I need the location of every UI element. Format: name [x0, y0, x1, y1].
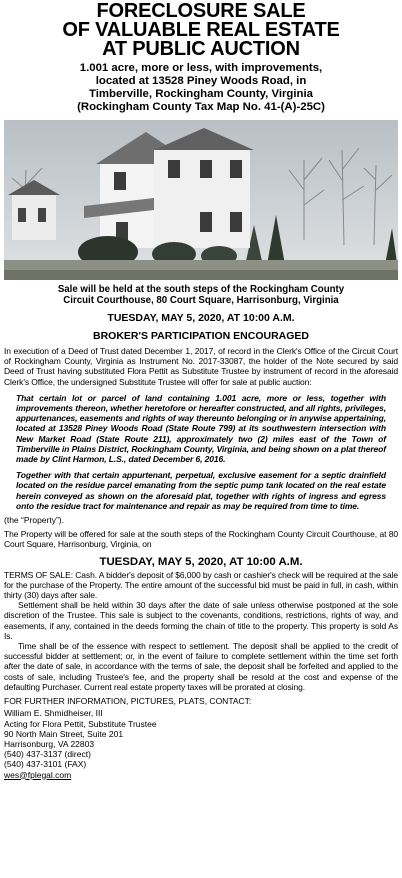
- contact-fax: (540) 437-3101 (FAX): [4, 759, 87, 770]
- sale-location: [4, 284, 398, 306]
- sale-date-repeat: TUESDAY, MAY 5, 2020, AT 10:00 A.M.: [99, 555, 303, 568]
- title-line: OF VALUABLE REAL ESTATE: [62, 19, 340, 41]
- property-description: That certain lot or parcel of land containing 1.001 acre, more or less, together with improvements thereon, whether heretofore or hereafter constructed, and all rights, privileges, appurtenances, easements and rights of way thereunto belonging or in anywise appertaining, located at 13528 Piney Woods Road (State Route 799) at its southwestern intersection with New Market Road (State Route 211), approximately two (2) miles east of the Town of Timberville in Plains District, Rockingham County, Virginia, and being shown on a plat thereof made by Clint Harmon, L.S., dated December 6, 2016.: [16, 392, 386, 465]
- contact-address-line: 90 North Main Street, Suite 201: [4, 728, 124, 739]
- time-paragraph: Time shall be of the essence with respect to settlement. The deposit shall be applied to the credit of successful bidder at settlement; or, in the event of failure to complete settlement within the time set forth after the date of sale, in accordance with the terms of sale, the deposit shall be forfeited and applied to the costs of sale, including Trustee's fee, and the property shall be resold at the cost and expense of the defaulting Purchaser. Current real estate property taxes will be prorated at closing.: [4, 641, 398, 692]
- location-line: Sale will be held at the south steps of the Rockingham County: [57, 284, 345, 295]
- foreclosure-notice: [0, 2, 402, 878]
- contact-phone: (540) 437-3137 (direct): [4, 749, 91, 760]
- offer-paragraph: The Property will be offered for sale at the south steps of the Rockingham County Circuit Courthouse, at 80 Court Square, Harrisonburg, Virginia, on: [4, 529, 398, 550]
- summary-line: 1.001 acre, more or less, with improvements,: [79, 62, 323, 74]
- contact-block: [4, 708, 398, 779]
- contact-name: William E. Shmidheiser, III: [4, 708, 103, 719]
- notice-title: [4, 2, 398, 59]
- contact-heading: FOR FURTHER INFORMATION, PICTURES, PLATS, CONTACT:: [4, 696, 252, 707]
- property-summary: [4, 62, 398, 114]
- title-line: FORECLOSURE SALE: [96, 0, 306, 22]
- intro-paragraph: In execution of a Deed of Trust dated December 1, 2017, of record in the Clerk's Office of the Circuit Court of Rockingham County, Virginia as Instrument No. 2017-33087, the holder of the Note secured by said Deed of Trust having substituted Flora Pettit as Substitute Trustee by instrument of record in the aforesaid Clerk's Office, the undersigned Substitute Trustee will offer for sale at public auction:: [4, 346, 398, 387]
- broker-notice: BROKER'S PARTICIPATION ENCOURAGED: [92, 330, 309, 342]
- contact-role: Acting for Flora Pettit, Substitute Trustee: [4, 718, 157, 729]
- easement-description: Together with that certain appurtenant, perpetual, exclusive easement for a septic drainfield located on the residue parcel emanating from the septic pump tank located on the real estate herein conveyed as shown on the aforesaid plat, together with rights of ingress and egress onto the residue tract for maintenance and repair as may be required from time to time.: [16, 470, 386, 511]
- location-line: Circuit Courthouse, 80 Court Square, Harrisonburg, Virginia: [63, 295, 339, 306]
- summary-line: located at 13528 Piney Woods Road, in: [95, 75, 307, 87]
- sale-date: TUESDAY, MAY 5, 2020, AT 10:00 A.M.: [107, 312, 295, 324]
- house-photo: [4, 120, 398, 280]
- settlement-paragraph: Settlement shall be held within 30 days after the date of sale unless otherwise postponed at the sole discretion of the Trustee. This sale is subject to the covenants, conditions, restrictions, rights of way, and easements, if any, contained in the deeds forming the chain of title to the property. This property is sold As Is.: [4, 600, 398, 641]
- contact-email-link[interactable]: wes@fplegal.com: [4, 769, 72, 780]
- summary-line: (Rockingham County Tax Map No. 41-(A)-25C): [77, 101, 325, 113]
- summary-line: Timberville, Rockingham County, Virginia: [88, 88, 314, 100]
- property-label: (the “Property”).: [4, 515, 64, 526]
- terms-paragraph: TERMS OF SALE: Cash. A bidder's deposit of $6,000 by cash or cashier's check will be required at the sale for the purchase of the Property. The entire amount of the successful bid must be paid in full, in cash, within thirty (30) days after sale.: [4, 569, 398, 601]
- contact-address-line: Harrisonburg, VA 22803: [4, 738, 95, 749]
- title-line: AT PUBLIC AUCTION: [102, 38, 300, 60]
